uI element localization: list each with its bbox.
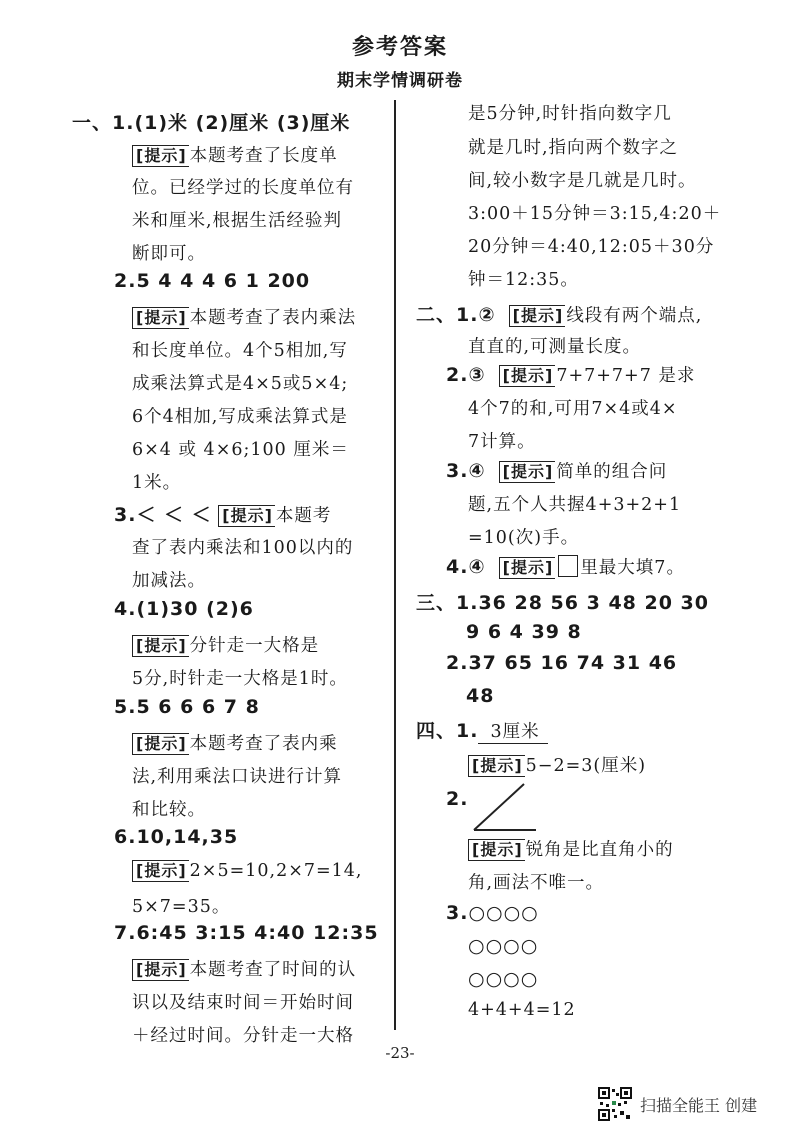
text-line: 5×7=35。	[132, 897, 231, 917]
circle-row: ○○○○	[468, 935, 539, 957]
answer-1-2: 2.5 4 4 4 6 1 200	[114, 270, 311, 292]
answer-2-4: 4.④ [提示] 里最大填7。	[446, 556, 685, 578]
text-line: 4+4+4=12	[468, 1000, 576, 1020]
scanner-watermark	[598, 1087, 757, 1121]
text-line: 成乘法算式是4×5或5×4;	[132, 374, 349, 394]
text-line: 钟＝12:35。	[468, 270, 579, 290]
text-line: 3:00＋15分钟＝3:15,4:20＋	[468, 204, 722, 224]
hint-label: [提示]	[132, 145, 189, 167]
blank-box-icon	[558, 555, 578, 577]
hint-label: [提示]	[468, 839, 525, 861]
answer-1-7: 7.6:45 3:15 4:40 12:35	[114, 922, 379, 944]
hint-1-2: [提示] 本题考查了表内乘法	[132, 304, 356, 329]
text-line: 法,利用乘法口诀进行计算	[132, 767, 343, 787]
hint-label: [提示]	[499, 461, 556, 483]
text-line: 48	[466, 685, 495, 707]
watermark-text: 扫描全能王 创建	[640, 1095, 758, 1115]
hint-label: [提示]	[132, 307, 189, 329]
answer-1-1: 一、1.(1)米 (2)厘米 (3)厘米	[72, 112, 351, 134]
answer-1-5: 5.5 6 6 6 7 8	[114, 696, 260, 718]
text-line: 题,五个人共握4+3+2+1	[468, 495, 682, 515]
text-line: 7计算。	[468, 432, 536, 452]
text-line: 6个4相加,写成乘法算式是	[132, 407, 348, 427]
answer-2-2: 2.③ [提示] 7+7+7+7 是求	[446, 364, 696, 386]
column-divider	[394, 100, 396, 1030]
answer-4-2: 2.	[446, 788, 469, 810]
answer-2-1: 二、1.② [提示] 线段有两个端点,	[416, 304, 703, 326]
answer-4-1: 四、1. 3厘米	[416, 716, 548, 744]
hint-label: [提示]	[499, 557, 556, 579]
hint-1-6: [提示] 2×5=10,2×7=14,	[132, 860, 363, 882]
page-number: -23-	[385, 1044, 415, 1062]
answer-2-3: 3.④ [提示] 简单的组合问	[446, 460, 668, 482]
text-line: 和长度单位。4个5相加,写	[132, 341, 348, 361]
text-line: 6×4 或 4×6;100 厘米＝	[132, 440, 349, 460]
answer-1-6: 6.10,14,35	[114, 826, 239, 848]
text-line: 加减法。	[132, 571, 206, 591]
text-line: 间,较小数字是几就是几时。	[468, 171, 697, 191]
text-line: 米和厘米,根据生活经验判	[132, 211, 343, 231]
hint-4-1: [提示] 5−2=3(厘米)	[468, 752, 646, 777]
text-line: 9 6 4 39 8	[466, 621, 582, 643]
hint-label: [提示]	[499, 365, 556, 387]
hint-label: [提示]	[509, 305, 566, 327]
hint-label: [提示]	[218, 505, 275, 527]
page-title: 参考答案	[351, 35, 448, 60]
answer-4-3: 3.○○○○	[446, 902, 539, 924]
text-line: 位。已经学过的长度单位有	[132, 178, 354, 198]
answer-3-2: 2.37 65 16 74 31 46	[446, 652, 678, 674]
hint-4-2: [提示] 锐角是比直角小的	[468, 836, 674, 861]
hint-1-5: [提示] 本题考查了表内乘	[132, 730, 338, 755]
text-line: 是5分钟,时针指向数字几	[468, 104, 672, 124]
answer-1-3: 3.＜ ＜ ＜ [提示] 本题考	[114, 504, 332, 526]
segment-answer: 3厘米	[478, 718, 547, 744]
answer-1-4: 4.(1)30 (2)6	[114, 598, 254, 620]
hint-1-7: [提示] 本题考查了时间的认	[132, 956, 356, 981]
hint-label: [提示]	[132, 635, 189, 657]
page-subtitle: 期末学情调研卷	[337, 71, 463, 91]
text-line: =10(次)手。	[468, 528, 580, 548]
acute-angle-drawing	[470, 778, 540, 838]
text-line: 识以及结束时间＝开始时间	[132, 993, 354, 1013]
text-line: 查了表内乘法和100以内的	[132, 538, 354, 558]
hint-label: [提示]	[468, 755, 525, 777]
qr-code-icon	[598, 1087, 632, 1121]
text-line: 20分钟＝4:40,12:05＋30分	[468, 237, 715, 257]
text-line: 就是几时,指向两个数字之	[468, 138, 679, 158]
text-line: 直直的,可测量长度。	[468, 337, 642, 357]
text-line: 和比较。	[132, 800, 206, 820]
circle-row: ○○○○	[468, 968, 539, 990]
text-line: ＋经过时间。分针走一大格	[132, 1026, 354, 1046]
text-line: 4个7的和,可用7×4或4×	[468, 399, 678, 419]
text-line: 5分,时针走一大格是1时。	[132, 669, 348, 689]
text-line: 角,画法不唯一。	[468, 873, 605, 893]
text-line: 1米。	[132, 473, 182, 493]
hint-1-1: [提示] 本题考查了长度单	[132, 142, 338, 167]
hint-label: [提示]	[132, 860, 189, 882]
answer-3-1: 三、1.36 28 56 3 48 20 30	[416, 592, 709, 614]
hint-label: [提示]	[132, 959, 189, 981]
hint-1-4: [提示] 分针走一大格是	[132, 632, 319, 657]
hint-label: [提示]	[132, 733, 189, 755]
text-line: 断即可。	[132, 244, 206, 264]
